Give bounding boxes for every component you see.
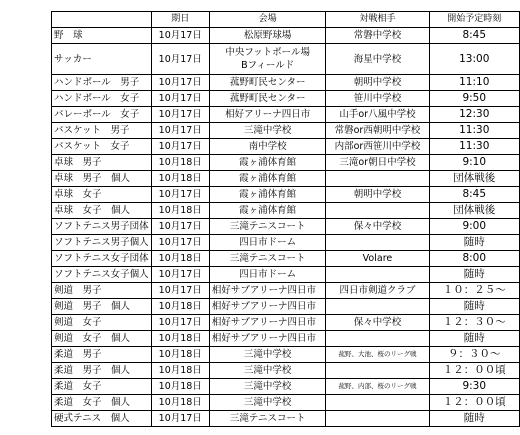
opponent-cell: 常磐or西朝明中学校 — [326, 123, 429, 139]
opponent-cell — [326, 203, 429, 219]
time-cell: 13:00 — [429, 44, 519, 75]
header-row — [52, 12, 520, 28]
table-row — [52, 283, 520, 299]
opponent-cell — [326, 331, 429, 347]
table-row — [52, 91, 520, 107]
date-cell: 10月17日 — [151, 44, 209, 75]
time-cell: 随時 — [429, 267, 519, 283]
date-cell: 10月18日 — [151, 299, 209, 315]
time-cell: １０：２５～ — [429, 283, 519, 299]
time-cell: 8:45 — [429, 28, 519, 44]
time-cell: １２：３０～ — [429, 315, 519, 331]
event-cell: 硬式テニス 個人 — [52, 411, 152, 427]
event-cell: 剣道 男子 — [52, 283, 152, 299]
table-row — [52, 155, 520, 171]
opponent-cell: Volare — [326, 251, 429, 267]
time-cell: 9:50 — [429, 91, 519, 107]
date-cell: 10月18日 — [151, 363, 209, 379]
event-cell: ソフトテニス女子団体 — [52, 251, 152, 267]
opponent-cell — [326, 395, 429, 411]
time-cell: 11:30 — [429, 123, 519, 139]
event-cell: ハンドボール 女子 — [52, 91, 152, 107]
table-row — [52, 379, 520, 395]
table-row — [52, 203, 520, 219]
table-row — [52, 139, 520, 155]
venue-cell: 霞ヶ浦体育館 — [209, 171, 325, 187]
venue-cell — [209, 44, 325, 75]
date-cell: 10月18日 — [151, 395, 209, 411]
venue-cell: 三滝中学校 — [209, 363, 325, 379]
venue-cell: 南中学校 — [209, 139, 325, 155]
date-cell: 10月18日 — [151, 347, 209, 363]
table-row — [52, 235, 520, 251]
event-cell: 剣道 女子 個人 — [52, 331, 152, 347]
event-cell: ソフトテニス男子団体 — [52, 219, 152, 235]
venue-cell: 相好サブアリーナ四日市 — [209, 283, 325, 299]
venue-cell: 三滝中学校 — [209, 379, 325, 395]
table-row — [52, 123, 520, 139]
event-cell: ソフトテニス男子個人 — [52, 235, 152, 251]
date-cell: 10月17日 — [151, 315, 209, 331]
event-cell: 卓球 女子 個人 — [52, 203, 152, 219]
time-cell: 9:00 — [429, 219, 519, 235]
date-cell: 10月18日 — [151, 379, 209, 395]
header-venue: 会場 — [209, 12, 325, 28]
header-opponent: 対戦相手 — [326, 12, 429, 28]
venue-cell: 相好サブアリーナ四日市 — [209, 331, 325, 347]
table-row — [52, 28, 520, 44]
opponent-cell: 朝明中学校 — [326, 75, 429, 91]
table-row — [52, 299, 520, 315]
table-row — [52, 331, 520, 347]
event-cell: 剣道 男子 個人 — [52, 299, 152, 315]
venue-cell: 菰野町民センター — [209, 75, 325, 91]
time-cell: 随時 — [429, 299, 519, 315]
opponent-cell: 山手or八風中学校 — [326, 107, 429, 123]
opponent-cell — [326, 411, 429, 427]
event-cell: サッカー — [52, 44, 152, 75]
opponent-cell: 笹川中学校 — [326, 91, 429, 107]
table-row — [52, 267, 520, 283]
date-cell: 10月17日 — [151, 219, 209, 235]
schedule-table — [51, 11, 520, 427]
time-cell: 9:10 — [429, 155, 519, 171]
time-cell: 8:00 — [429, 251, 519, 267]
venue-cell: 三滝テニスコート — [209, 411, 325, 427]
date-cell: 10月17日 — [151, 267, 209, 283]
header-event — [52, 12, 152, 28]
venue-line: Bフィールド — [241, 60, 295, 71]
date-cell: 10月18日 — [151, 331, 209, 347]
date-cell: 10月18日 — [151, 251, 209, 267]
time-cell: 随時 — [429, 235, 519, 251]
date-cell: 10月17日 — [151, 139, 209, 155]
date-cell: 10月17日 — [151, 411, 209, 427]
table-row — [52, 75, 520, 91]
event-cell: 柔道 男子 個人 — [52, 363, 152, 379]
opponent-cell: 四日市剣道クラブ — [326, 283, 429, 299]
time-cell: ９：３０～ — [429, 347, 519, 363]
time-cell: １２：００頃 — [429, 395, 519, 411]
opponent-cell: 保々中学校 — [326, 315, 429, 331]
date-cell: 10月18日 — [151, 155, 209, 171]
event-cell: バスケット 女子 — [52, 139, 152, 155]
date-cell: 10月17日 — [151, 107, 209, 123]
opponent-cell — [326, 363, 429, 379]
event-cell: 卓球 男子 — [52, 155, 152, 171]
venue-line: 中央フットボール場 — [225, 47, 310, 58]
opponent-cell: 保々中学校 — [326, 219, 429, 235]
date-cell: 10月17日 — [151, 91, 209, 107]
opponent-cell: 常磐中学校 — [326, 28, 429, 44]
table-row — [52, 395, 520, 411]
date-cell: 10月18日 — [151, 171, 209, 187]
event-cell: ハンドボール 男子 — [52, 75, 152, 91]
event-cell: 野 球 — [52, 28, 152, 44]
time-cell: 団体戦後 — [429, 171, 519, 187]
event-cell: 卓球 女子 — [52, 187, 152, 203]
table-row — [52, 44, 520, 75]
table-row — [52, 411, 520, 427]
event-cell: バレーボール 女子 — [52, 107, 152, 123]
opponent-cell — [326, 267, 429, 283]
event-cell: 卓球 男子 個人 — [52, 171, 152, 187]
venue-cell: 四日市ドーム — [209, 235, 325, 251]
date-cell: 10月17日 — [151, 75, 209, 91]
venue-cell: 霞ヶ浦体育館 — [209, 203, 325, 219]
time-cell: 12:30 — [429, 107, 519, 123]
opponent-cell: 菰野、内部、桜のリーグ戦 — [326, 379, 429, 395]
time-cell: 11:30 — [429, 139, 519, 155]
date-cell: 10月17日 — [151, 28, 209, 44]
venue-cell: 三滝中学校 — [209, 395, 325, 411]
venue-cell: 霞ヶ浦体育館 — [209, 155, 325, 171]
opponent-cell: 朝明中学校 — [326, 187, 429, 203]
time-cell: 11:10 — [429, 75, 519, 91]
opponent-cell: 菰野、大池、桜のリーグ戦 — [326, 347, 429, 363]
venue-cell: 松原野球場 — [209, 28, 325, 44]
venue-cell: 菰野町民センター — [209, 91, 325, 107]
opponent-cell: 三滝or朝日中学校 — [326, 155, 429, 171]
time-cell: 随時 — [429, 411, 519, 427]
header-date: 期日 — [151, 12, 209, 28]
event-cell: バスケット 男子 — [52, 123, 152, 139]
venue-cell: 霞ヶ浦体育館 — [209, 187, 325, 203]
date-cell: 10月17日 — [151, 187, 209, 203]
event-cell: 柔道 男子 — [52, 347, 152, 363]
date-cell: 10月17日 — [151, 283, 209, 299]
time-cell: 8:45 — [429, 187, 519, 203]
opponent-cell — [326, 171, 429, 187]
event-cell: 柔道 女子 — [52, 379, 152, 395]
table-row — [52, 171, 520, 187]
venue-cell: 相好サブアリーナ四日市 — [209, 299, 325, 315]
header-start-time: 開始予定時刻 — [429, 12, 519, 28]
venue-cell: 三滝中学校 — [209, 123, 325, 139]
venue-cell: 相好アリーナ四日市 — [209, 107, 325, 123]
opponent-cell: 内部or西笹川中学校 — [326, 139, 429, 155]
venue-cell: 三滝中学校 — [209, 347, 325, 363]
event-cell: 柔道 女子 個人 — [52, 395, 152, 411]
time-cell: 随時 — [429, 331, 519, 347]
venue-cell: 相好サブアリーナ四日市 — [209, 315, 325, 331]
table-row — [52, 187, 520, 203]
opponent-cell — [326, 235, 429, 251]
venue-cell: 三滝テニスコート — [209, 251, 325, 267]
table-row — [52, 251, 520, 267]
table-row — [52, 315, 520, 331]
opponent-cell: 海星中学校 — [326, 44, 429, 75]
date-cell: 10月18日 — [151, 203, 209, 219]
table-row — [52, 347, 520, 363]
opponent-cell — [326, 299, 429, 315]
table-row — [52, 107, 520, 123]
venue-cell: 四日市ドーム — [209, 267, 325, 283]
event-cell: 剣道 女子 — [52, 315, 152, 331]
table-row — [52, 363, 520, 379]
venue-cell: 三滝テニスコート — [209, 219, 325, 235]
date-cell: 10月17日 — [151, 123, 209, 139]
event-cell: ソフトテニス女子個人 — [52, 267, 152, 283]
time-cell: 団体戦後 — [429, 203, 519, 219]
table-row — [52, 219, 520, 235]
time-cell: 9:30 — [429, 379, 519, 395]
date-cell: 10月17日 — [151, 235, 209, 251]
time-cell: １２：００頃 — [429, 363, 519, 379]
